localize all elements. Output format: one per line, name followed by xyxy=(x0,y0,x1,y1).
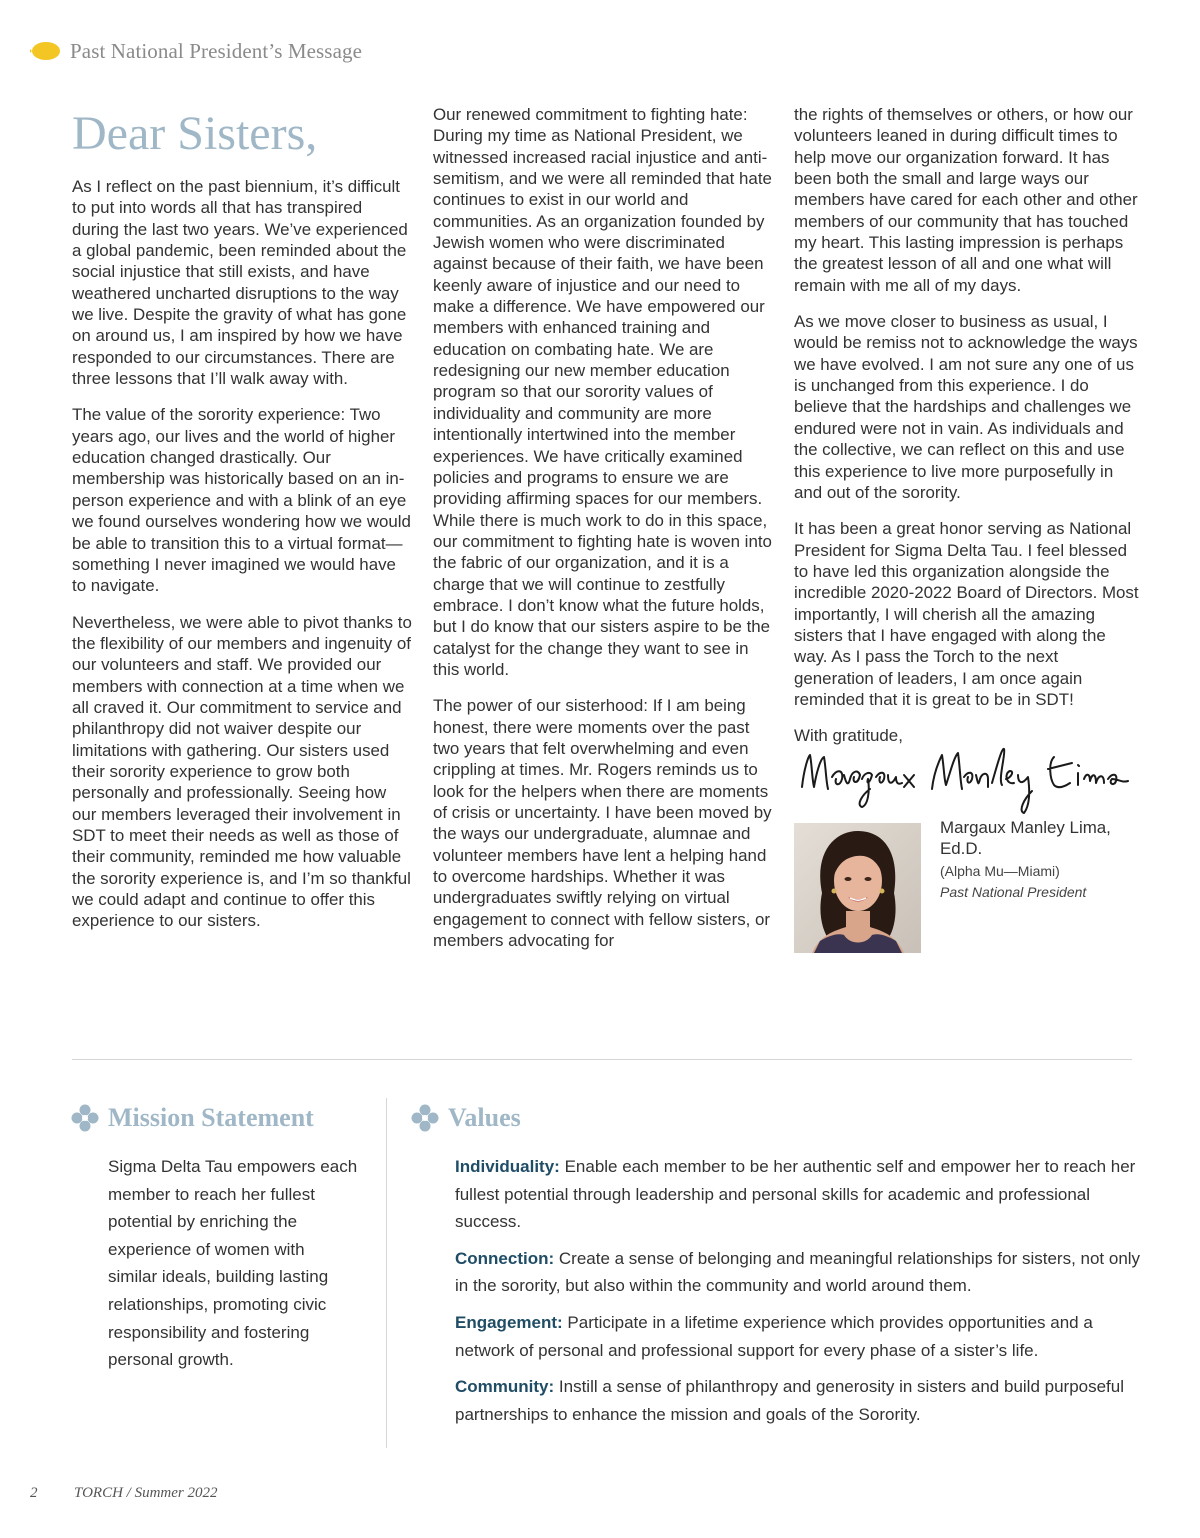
values-list xyxy=(455,1153,1145,1437)
letter-paragraph: the rights of themselves or others, or how our volunteers leaned in during difficult times to help move our organization forward. It has been both the small and large ways our members have cared for each other and other members of our community that has touched my heart. This lasting impression is perhaps the greatest lesson of all and one what will remain with me all of my days. xyxy=(794,105,1138,295)
value-item-engagement xyxy=(455,1309,1145,1364)
value-item-connection xyxy=(455,1245,1145,1300)
page-footer xyxy=(30,1485,217,1502)
mission-statement-text: Sigma Delta Tau empowers each member to reach her fullest potential by enriching the experience of women with similar ideals, building lasting relationships, promoting civic responsibility and fostering personal growth. xyxy=(108,1157,358,1370)
value-description: Instill a sense of philanthropy and generosity in sisters and build purposeful partnerships to enhance the mission and goals of the Sorority. xyxy=(455,1377,1125,1424)
quatrefoil-icon xyxy=(70,1103,100,1133)
value-item-individuality xyxy=(455,1153,1145,1236)
author-credit xyxy=(940,817,1140,904)
author-name: Margaux Manley Lima, Ed.D. xyxy=(940,817,1111,858)
letter-paragraph: As we move closer to business as usual, I would be remiss not to acknowledge the ways we have evolved. I am not sure any one of us is unchanged from this experience. I do believe that the hardships and challenges we endured were not in vain. As individuals and the collective, we can reflect on this and use this experience to live more purposefully in and out of the sorority. xyxy=(794,312,1138,502)
closing-line: With gratitude, xyxy=(794,726,903,746)
publication-name: TORCH / Summer 2022 xyxy=(74,1485,218,1501)
quatrefoil-icon xyxy=(410,1103,440,1133)
values-title: Values xyxy=(448,1103,521,1132)
letter-column-3 xyxy=(794,104,1139,953)
author-chapter: (Alpha Mu—Miami) xyxy=(940,863,1060,880)
value-item-community xyxy=(455,1373,1145,1428)
value-name: Engagement: xyxy=(455,1312,563,1332)
value-description: Create a sense of belonging and meaningful relationships for sisters, not only in the sorority, but also within the community and world around them. xyxy=(455,1248,1141,1296)
column-divider xyxy=(386,1098,387,1448)
letter-paragraph: The value of the sorority experience: Two years ago, our lives and the world of higher education changed drastically. Our membership was historically based on an in-person experience and with a blink of an eye we found ourselves wondering how we would be able to transition this to a virtual format—something I never imagined we would have to navigate. xyxy=(72,405,411,596)
letter-paragraph: Our renewed commitment to fighting hate: During my time as National President, we witnessed increased racial injustice and anti-semitism, and we were all reminded that hate continues to exist in our world and communities. As an organization founded by Jewish women who were discriminated against because of their faith, we have been keenly aware of injustice and our need to make a difference. We have empowered our members with enhanced training and education on combating hate. We are redesigning our new member education program so that our sorority values of individuality and community are more intentionally intertwined into the member experiences. We have critically examined policies and programs to ensure we are providing affirming spaces for our members. While there is much work to do in this space, our commitment to fighting hate is woven into the fabric of our organization, and it is a charge that we will continue to zestfully embrace. I don’t know what the future holds, but I do know that our sisters aspire to be the catalyst for the change they want to see in this world. xyxy=(433,105,772,679)
section-header-title: Past National President’s Message xyxy=(70,38,363,63)
value-name: Community: xyxy=(455,1377,555,1397)
letter-column-2 xyxy=(433,104,773,966)
letter-paragraph: It has been a great honor serving as National President for Sigma Delta Tau. I feel blessed to have led this organization alongside the incredible 2020-2022 Board of Directors. Most importantly, I will cherish all the amazing sisters that I have engaged with along the way. As I pass the Torch to the next generation of leaders, I am once again reminded that it is great to be in SDT! xyxy=(794,519,1139,709)
letter-paragraph: The power of our sisterhood: If I am being honest, there were moments over the past two years that felt overwhelming and even crippling at times. Mr. Rogers reminds us to look for the helpers when there are moments of crisis or uncertainty. I have been moved by the ways our undergraduate, alumnae and volunteer members have lent a helping hand to overcome hardships. Whether it was undergraduates swiftly relying on virtual engagement to connect with fellow sisters, or members advocating for xyxy=(433,696,772,951)
page-number: 2 xyxy=(30,1485,38,1501)
author-block xyxy=(794,817,1139,953)
value-name: Connection: xyxy=(455,1248,555,1268)
page-header xyxy=(30,36,362,66)
letter-column-1 xyxy=(72,100,412,947)
mission-title: Mission Statement xyxy=(108,1103,314,1132)
torch-flame-icon xyxy=(30,41,62,61)
author-portrait xyxy=(794,823,921,953)
value-description: Enable each member to be her authentic self and empower her to reach her fullest potential through leadership and personal skills for academic and professional success. xyxy=(455,1157,1136,1232)
letter-paragraph: As I reflect on the past biennium, it’s difficult to put into words all that has transpired during the last two years. We’ve experienced a global pandemic, been reminded about the social injustice that still exists, and have weathered uncharted disruptions to the way we live. Despite the gravity of what has gone on around us, I am inspired by how we have responded to our circumstances. There are three lessons that I’ll walk away with. xyxy=(72,177,408,389)
value-name: Individuality: xyxy=(455,1157,560,1176)
author-role: Past National President xyxy=(940,884,1087,901)
mission-heading xyxy=(70,1103,314,1133)
section-divider xyxy=(72,1059,1132,1060)
value-description: Participate in a lifetime experience which provides opportunities and a network of personal and professional support for every phase of a sister’s life. xyxy=(455,1312,1093,1360)
values-heading xyxy=(410,1103,521,1133)
handwritten-signature xyxy=(792,739,1152,819)
greeting-heading: Dear Sisters, xyxy=(72,107,318,160)
letter-paragraph: Nevertheless, we were able to pivot thanks to the flexibility of our members and ingenuity of our volunteers and staff. We provided our members with connection at a time when we all craved it. Our commitment to service and philanthropy did not waiver despite our limitations with gathering. Our sisters used their sorority experience to grow both personally and professionally. Seeing how our members leveraged their involvement in SDT to meet their needs as well as those of their community, reminded me how valuable the sorority experience is, and I’m so thankful we could adapt and continue to offer this experience to our sisters. xyxy=(72,612,412,931)
